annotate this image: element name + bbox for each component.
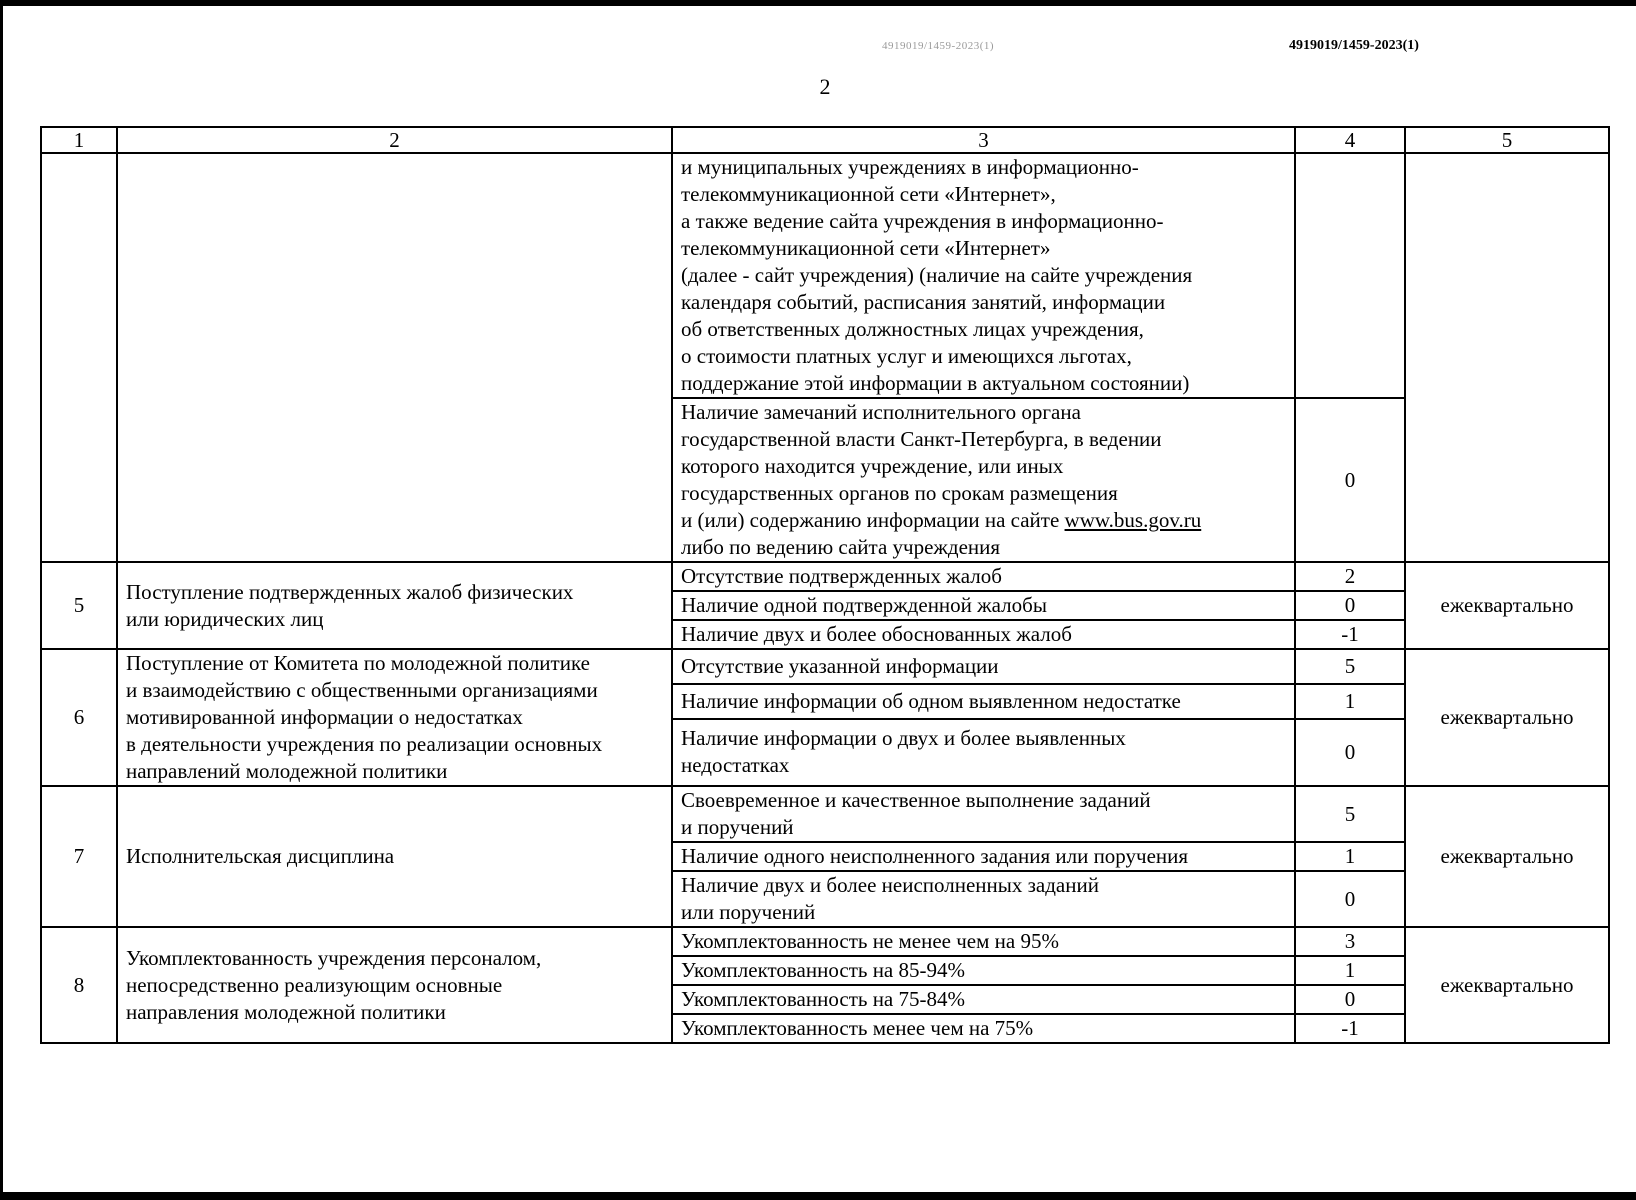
table-row: [41, 153, 1609, 398]
criterion-cell: Наличие информации о двух и более выявленных недостатках: [672, 719, 1295, 786]
period-cell: ежеквартально: [1405, 786, 1609, 927]
score-cell: 0: [1295, 398, 1405, 562]
score-cell: 0: [1295, 985, 1405, 1014]
column-header-3: 3: [672, 127, 1295, 153]
criterion-cell: Своевременное и качественное выполнение заданий и поручений: [672, 786, 1295, 842]
criterion-cell: Наличие двух и более неисполненных заданий или поручений: [672, 871, 1295, 927]
table-row: [41, 562, 1609, 591]
indicator-cell: Укомплектованность учреждения персоналом, непосредственно реализующим основные направления молодежной политики: [117, 927, 672, 1043]
column-header-2: 2: [117, 127, 672, 153]
period-cell: ежеквартально: [1405, 562, 1609, 649]
faded-document-number: 4919019/1459-2023(1): [881, 40, 995, 52]
indicator-cell: [117, 153, 672, 562]
criterion-cell: Отсутствие указанной информации: [672, 649, 1295, 684]
indicator-cell: Поступление подтвержденных жалоб физических или юридических лиц: [117, 562, 672, 649]
score-cell: 3: [1295, 927, 1405, 956]
score-cell: 5: [1295, 649, 1405, 684]
period-cell: ежеквартально: [1405, 927, 1609, 1043]
criterion-cell: Наличие одного неисполненного задания или поручения: [672, 842, 1295, 871]
score-cell: 0: [1295, 871, 1405, 927]
score-cell: [1295, 153, 1405, 398]
score-cell: 1: [1295, 956, 1405, 985]
row-number-cell: [41, 153, 117, 562]
criterion-cell: [672, 398, 1295, 562]
score-cell: 0: [1295, 591, 1405, 620]
table-row: [41, 649, 1609, 684]
scan-edge-bottom: [0, 1192, 1636, 1200]
page-number: 2: [819, 74, 831, 99]
criteria-table: [40, 126, 1610, 1044]
score-cell: 5: [1295, 786, 1405, 842]
period-cell: [1405, 153, 1609, 562]
column-header-4: 4: [1295, 127, 1405, 153]
criterion-cell: Укомплектованность на 85-94%: [672, 956, 1295, 985]
document-number: 4919019/1459-2023(1): [1289, 38, 1419, 53]
scan-edge-left: [0, 0, 3, 1200]
criterion-cell: Отсутствие подтвержденных жалоб: [672, 562, 1295, 591]
criterion-cell: и муниципальных учреждениях в информационно- телекоммуникационной сети «Интернет», а также ведение сайта учреждения в информационно- телекоммуникационной сети «Интернет» (далее - сайт учреждения) (наличие на сайте учреждения календаря событий, расписания занятий, информации об ответственных должностных лицах учреждения, о стоимости платных услуг и имеющихся льготах, поддержание этой информации в актуальном состоянии): [672, 153, 1295, 398]
criterion-text: Наличие замечаний исполнительного органа государственной власти Санкт-Петербурга, в ведении которого находится учреждение, или иных государственных органов по срокам размещения и (или) содержанию информации на сайте: [681, 400, 1162, 532]
score-cell: 1: [1295, 684, 1405, 719]
score-cell: 1: [1295, 842, 1405, 871]
criterion-cell: Укомплектованность не менее чем на 95%: [672, 927, 1295, 956]
criterion-cell: Наличие одной подтвержденной жалобы: [672, 591, 1295, 620]
scan-edge-top: [0, 0, 1636, 6]
table-row: [41, 927, 1609, 956]
score-cell: 2: [1295, 562, 1405, 591]
indicator-cell: Поступление от Комитета по молодежной политике и взаимодействию с общественными организациями мотивированной информации о недостатках в деятельности учреждения по реализации основных направлений молодежной политики: [117, 649, 672, 786]
criterion-cell: Укомплектованность менее чем на 75%: [672, 1014, 1295, 1043]
row-number-cell: 7: [41, 786, 117, 927]
period-cell: ежеквартально: [1405, 649, 1609, 786]
indicator-cell: Исполнительская дисциплина: [117, 786, 672, 927]
row-number-cell: 8: [41, 927, 117, 1043]
score-cell: -1: [1295, 620, 1405, 649]
bus-gov-link[interactable]: www.bus.gov.ru: [1064, 508, 1202, 532]
row-number-cell: 5: [41, 562, 117, 649]
criterion-cell: Наличие информации об одном выявленном недостатке: [672, 684, 1295, 719]
table-row: [41, 786, 1609, 842]
score-cell: -1: [1295, 1014, 1405, 1043]
column-header-1: 1: [41, 127, 117, 153]
criterion-text: либо по ведению сайта учреждения: [681, 535, 1001, 559]
column-header-5: 5: [1405, 127, 1609, 153]
score-cell: 0: [1295, 719, 1405, 786]
table-header-row: [41, 127, 1609, 153]
criterion-cell: Укомплектованность на 75-84%: [672, 985, 1295, 1014]
row-number-cell: 6: [41, 649, 117, 786]
criterion-cell: Наличие двух и более обоснованных жалоб: [672, 620, 1295, 649]
